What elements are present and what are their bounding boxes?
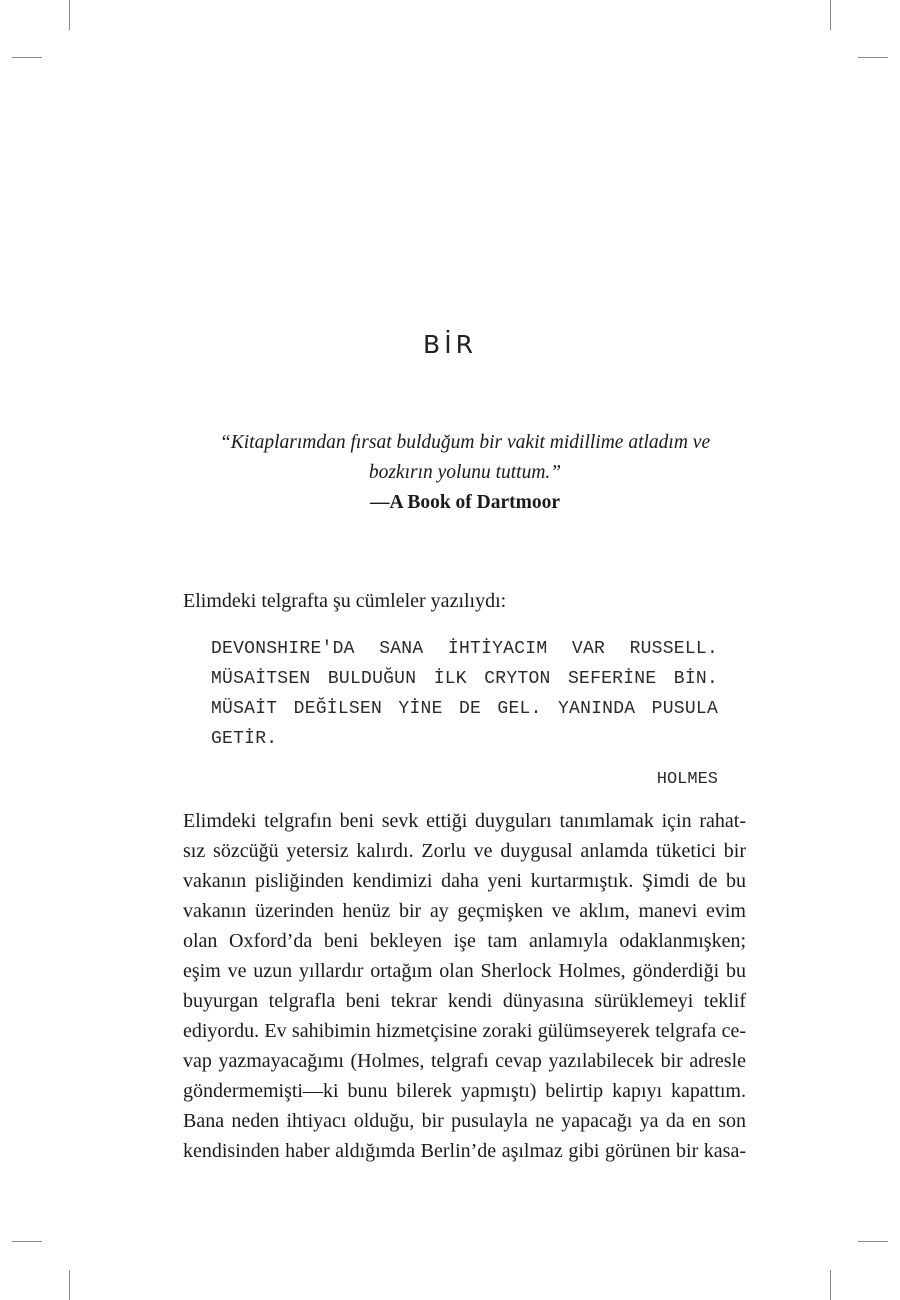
body-line: vakanın üzerinden henüz bir ay geçmişken ve aklım, manevi evim bbox=[183, 900, 746, 922]
crop-mark-top-right-vertical bbox=[830, 0, 831, 30]
body-line: göndermemişti—ki bunu bilerek yapmıştı) belirtip kapıyı kapattım. bbox=[183, 1080, 746, 1102]
body-line: vap yazmayacağımı (Holmes, telgrafı cevap yazılabilecek bir adresle bbox=[183, 1050, 746, 1072]
crop-mark-top-left-horizontal bbox=[12, 57, 42, 58]
epigraph-source: —A Book of Dartmoor bbox=[369, 492, 561, 513]
body-line: sız sözcüğü yetersiz kalırdı. Zorlu ve duygusal anlamda tüketici bir bbox=[183, 840, 746, 862]
epigraph bbox=[200, 428, 730, 518]
body-line: Elimdeki telgrafın beni sevk ettiği duyguları tanımlamak için rahat- bbox=[183, 810, 746, 832]
body-line: ediyordu. Ev sahibimin hizmetçisine zoraki gülümseyerek telgrafa ce- bbox=[183, 1020, 746, 1042]
telegram-signature: HOLMES bbox=[656, 770, 718, 789]
body-line: vakanın pisliğinden kendimizi daha yeni kurtarmıştık. Şimdi de bu bbox=[183, 870, 746, 892]
body-line: kendisinden haber aldığımda Berlin’de aşılmaz gibi görünen bir kasa- bbox=[183, 1140, 746, 1162]
intro-paragraph: Elimdeki telgrafta şu cümleler yazılıydı: bbox=[183, 590, 507, 612]
body-line: eşim ve uzun yıllardır ortağım olan Sherlock Holmes, gönderdiği bu bbox=[183, 960, 746, 982]
crop-mark-top-right-horizontal bbox=[858, 57, 888, 58]
chapter-title: BİR bbox=[423, 330, 477, 359]
crop-mark-bottom-left-horizontal bbox=[12, 1241, 42, 1242]
crop-mark-bottom-right-vertical bbox=[830, 1270, 831, 1300]
telegram-message: DEVONSHIRE'DA SANA İHTİYACIM VAR RUSSELL. MÜSAİTSEN BULDUĞUN İLK CRYTON SEFERİNE BİN. MÜSAİT DEĞİLSEN YİNE DE GEL. YANINDA PUSULA GETİR. bbox=[211, 639, 718, 749]
crop-mark-bottom-right-horizontal bbox=[858, 1241, 888, 1242]
epigraph-quote: “Kitaplarımdan fırsat bulduğum bir vakit midillime atladım ve bozkırın yolunu tuttum.” bbox=[219, 432, 711, 483]
body-line: olan Oxford’da beni bekleyen işe tam anlamıyla odaklanmışken; bbox=[183, 930, 746, 952]
body-paragraph bbox=[183, 806, 746, 1166]
crop-mark-top-left-vertical bbox=[69, 0, 70, 30]
body-line: Bana neden ihtiyacı olduğu, bir pusulayla ne yapacağı ya da en son bbox=[183, 1110, 746, 1132]
body-line: buyurgan telgrafla beni tekrar kendi dünyasına sürüklemeyi teklif bbox=[183, 990, 746, 1012]
crop-mark-bottom-left-vertical bbox=[69, 1270, 70, 1300]
